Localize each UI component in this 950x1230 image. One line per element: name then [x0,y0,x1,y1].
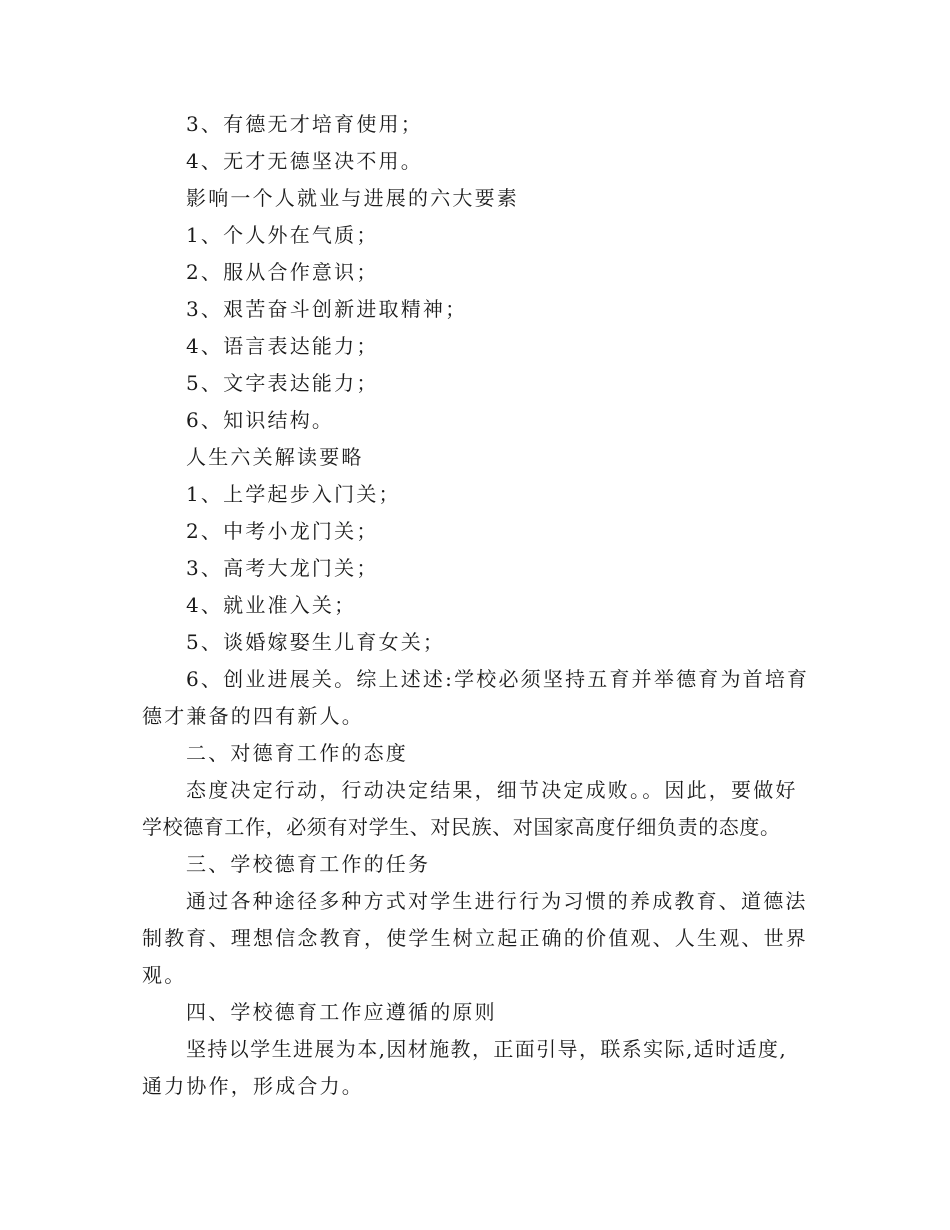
list-item: 4、无才无德坚决不用。 [186,149,423,173]
list-item: 1、个人外在气质； [186,223,379,247]
section-heading: 人生六关解读要略 [186,445,364,469]
list-item: 2、服从合作意识； [186,260,379,284]
list-item: 4、语言表达能力； [186,334,379,358]
list-item: 1、上学起步入门关； [186,482,401,506]
attitude-line-1: 态度决定行动，行动决定结果，细节决定成败。。因此，要做好 [186,778,798,802]
principle-line-2: 通力协作，形成合力。 [142,1074,364,1098]
list-item: 5、谈婚嫁娶生儿育女关； [186,630,446,654]
document-body [142,106,810,1105]
list-item: 3、艰苦奋斗创新进取精神； [186,297,468,321]
list-item: 5、文字表达能力； [186,371,379,395]
list-item: 3、高考大龙门关； [186,556,379,580]
principle-line-1: 坚持以学生进展为本,因材施教，正面引导，联系实际,适时适度, [186,1037,788,1061]
task-line-3: 观。 [142,963,187,987]
section-heading-principle: 四、学校德育工作应遵循的原则 [186,1000,497,1024]
section-heading: 影响一个人就业与进展的六大要素 [186,186,519,210]
task-line-1: 通过各种途径多种方式对学生进行行为习惯的养成教育、道德法 [186,889,808,913]
section-heading-task: 三、学校德育工作的任务 [186,852,431,876]
list-item: 6、知识结构。 [186,408,335,432]
attitude-line-2: 学校德育工作，必须有对学生、对民族、对国家高度仔细负责的态度。 [142,815,781,839]
conclusion-line-1: 6、创业进展关。综上述述:学校必须坚持五育并举德育为首培育 [186,667,810,691]
list-item: 2、中考小龙门关； [186,519,379,543]
task-line-2: 制教育、理想信念教育，使学生树立起正确的价值观、人生观、世界 [142,926,808,950]
section-heading-attitude: 二、对德育工作的态度 [186,741,408,765]
list-item: 3、有德无才培育使用； [186,112,423,136]
list-item: 4、就业准入关； [186,593,357,617]
conclusion-line-2: 德才兼备的四有新人。 [142,704,364,728]
